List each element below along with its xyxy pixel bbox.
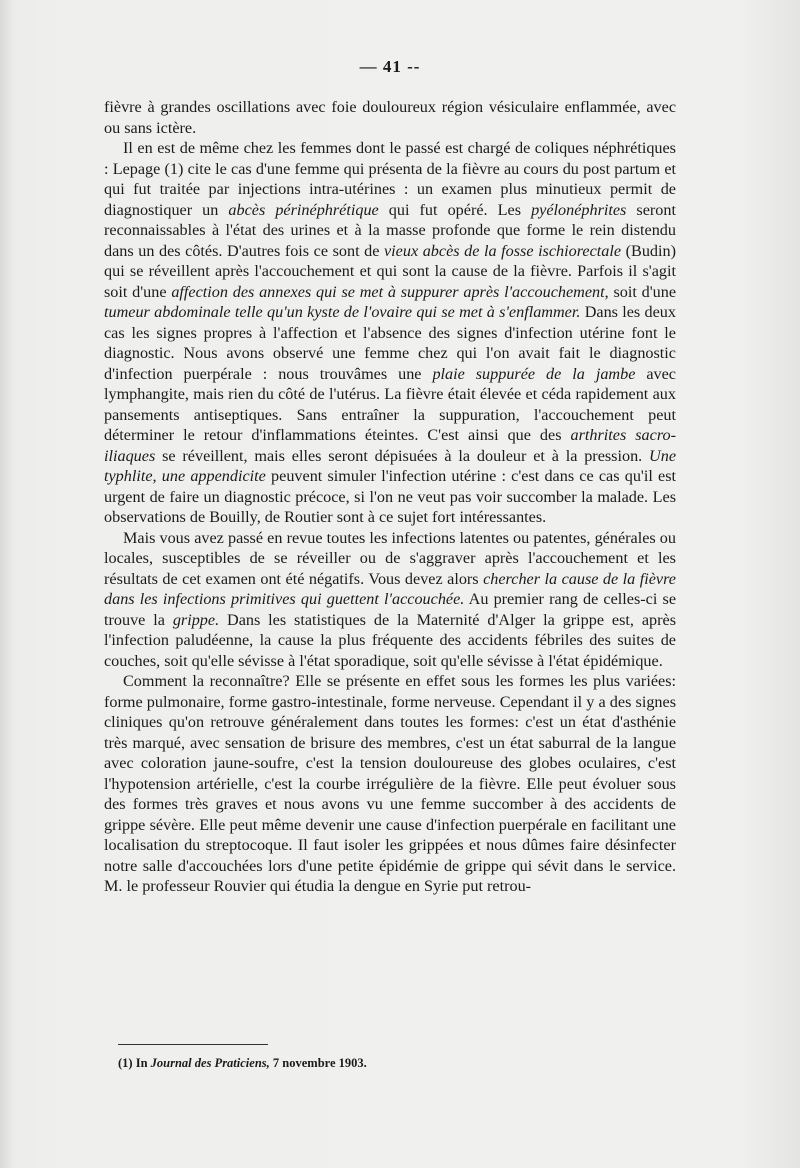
text-run: Comment la reconnaître? Elle se présente en effet sous les formes les plus variées: forme pulmonaire, forme gastro-intestinale, forme nerveuse. Cependant il y a des signes cliniques qu'on retrouve généralement dans toutes les formes: c'est un état d'asthénie très marqué, avec sensation de brisure des membres, c'est un état saburral de la langue avec coloration jaune-soufre, c'est la tension douloureuse des globes oculaires, c'est l'hypotension artérielle, c'est la courbe irrégulière de la fièvre. Elle peut évoluer sous des formes très graves et nous avons vu une femme succomber à des accidents de grippe sévère. Elle peut même devenir une cause d'infection puerpérale en facilitant une localisation du streptocoque. Il faut isoler les grippées et nous dûmes faire désinfecter notre salle d'accouchées lors d'une petite épidémie de grippe qui sévit dans le service. M. le professeur Rouvier qui étudia la dengue en Syrie put retrou- <box>104 672 676 895</box>
paragraph-3 <box>104 528 676 672</box>
italic-text-run: tumeur abdominale telle qu'un kyste de l'ovaire qui se met à s'enflammer. <box>104 303 581 321</box>
paragraph-4 <box>104 671 676 897</box>
text-run: , soit d'une <box>604 282 677 301</box>
paragraph-1 <box>104 97 676 138</box>
text-run: (Budin) qui se réveillent après l'accouchement et qui sont la cause de la fièvre. Parfois il s'agit soit d'une <box>104 241 676 301</box>
footnote-date: 7 novembre 1903. <box>269 1056 367 1070</box>
italic-text-run: plaie suppurée de la jambe <box>432 364 636 383</box>
paragraph-2 <box>104 138 676 528</box>
footnote-divider <box>118 1044 268 1045</box>
text-run: peuvent simuler l'infection utérine : c'est dans ce cas qu'il est urgent de faire un diagnostic précoce, si l'on ne veut pas voir succomber la malade. Les observations de Bouilly, de Routier sont à ce sujet fort intéressantes. <box>104 467 676 526</box>
italic-text-run: chercher la cause de la fièvre dans les infections primitives qui guettent l'accouchée. <box>104 569 676 608</box>
text-run: Dans les statistiques de la Maternité d'Alger la grippe est, après l'infection paludéenne, la cause la plus fréquente des accidents fébriles des suites de couches, soit qu'elle sévisse à l'état sporadique, soit qu'elle sévisse à l'état épidémique. <box>104 610 676 670</box>
text-run: fièvre à grandes oscillations avec foie douloureux région vésiculaire enflammée, avec ou sans ictère. <box>104 98 676 137</box>
italic-text-run: Une typhlite, une appendicite <box>104 446 676 485</box>
text-run: seront reconnaissables à l'état des urines et à la masse profonde que forme le rein distendu dans un des côtés. D'autres fois ce sont de <box>104 200 676 260</box>
italic-text-run: pyélonéphrites <box>531 200 627 219</box>
text-run: qui fut opéré. Les <box>378 200 532 219</box>
page-number: — 41 -- <box>359 57 421 76</box>
italic-text-run: abcès périnéphrétique <box>228 200 379 219</box>
italic-text-run: affection des annexes qui se met à suppurer après l'accouchement <box>171 282 605 301</box>
text-run: se réveillent, mais elles seront dépisuées à la douleur et à la pression. <box>155 446 650 465</box>
footnote-prefix: (1) In <box>118 1056 151 1070</box>
footnote-journal: Journal des Praticiens, <box>150 1056 270 1070</box>
text-run: Mais vous avez passé en revue toutes les infections latentes ou patentes, générales ou locales, susceptibles de se réveiller ou de s'aggraver après l'accouchement et les résultats de cet examen ont été négatifs. Vous devez alors <box>104 528 676 588</box>
footnote <box>118 1056 678 1071</box>
italic-text-run: vieux abcès de la fosse ischiorectale <box>384 241 622 260</box>
italic-text-run: arthrites sacro-iliaques <box>104 426 677 465</box>
text-run: Dans les deux cas les signes propres à l'affection et l'absence des signes d'infection utérine font le diagnostic. Nous avons observé une femme chez qui l'on avait fait le diagnostic d'infection puerpérale : nous trouvâmes une <box>104 303 676 383</box>
text-run: avec lymphangite, mais rien du côté de l'utérus. La fièvre était élevée et céda rapidement aux pansements antiseptiques. Sans entraîner la suppuration, l'accouchement peut déterminer le retour d'inflammations éteintes. C'est ainsi que des <box>104 364 676 444</box>
text-run: Au premier rang de celles-ci se trouve la <box>104 590 676 629</box>
text-run: Il en est de même chez les femmes dont le passé est chargé de coliques néphrétiques : Lepage (1) cite le cas d'une femme qui présenta de la fièvre au cours du post partum et qui fut traitée par injections intra-utérines : un examen plus minutieux permit de diagnostiquer un <box>104 139 676 219</box>
body-text <box>104 97 676 897</box>
italic-text-run: grippe. <box>172 610 220 629</box>
